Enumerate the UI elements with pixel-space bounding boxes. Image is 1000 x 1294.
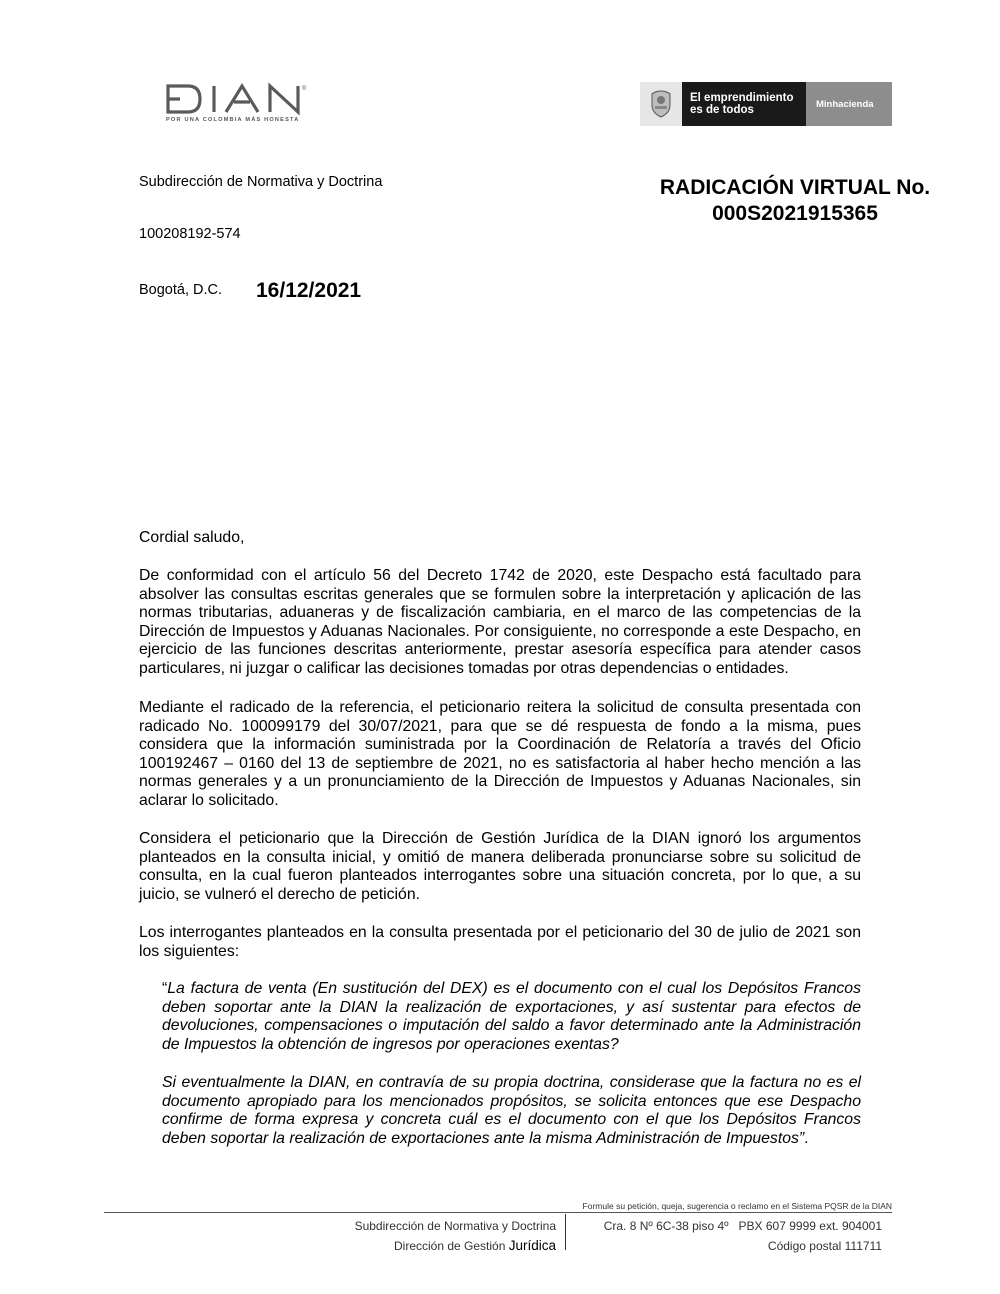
coat-of-arms-icon	[640, 82, 682, 126]
quote-close-mark: .	[804, 1129, 809, 1147]
subdirection-label: Subdirección de Normativa y Doctrina	[139, 174, 383, 190]
footer-postal-code: Código postal 111711	[767, 1239, 882, 1253]
quote-2-text: Si eventualmente la DIAN, en contravía de su propia doctrina, considerase que la factura no es el documento apropiado para los mencionados propósitos, se solicita entonces que ese Despacho confirme de forma expresa y concreta cuál es el documento con el que los Depósitos Francos deben soportar la realización de exportaciones ante la misma Administración de Impuestos”	[162, 1074, 861, 1147]
footer-divider	[104, 1212, 892, 1213]
radicacion-code: 000S2021915365	[712, 202, 878, 225]
dian-logo-mark	[166, 82, 326, 116]
svg-text:®: ®	[302, 86, 307, 92]
paragraph-competence: De conformidad con el artículo 56 del Decreto 1742 de 2020, este Despacho está facultado para absolver las consultas escritas generales que se formulen sobre la interpretación y aplicación de las normas tributarias, aduaneras y de fiscalización cambiaria, en el marco de las competencias de la Dirección de Impuestos y Aduanas Nacionales. Por consiguiente, no corresponde a este Despacho, en ejercicio de las funciones descritas anteriormente, prestar asesoría específica para atender casos particulares, ni juzgar o calificar las decisiones tomadas por otras dependencias o entidades.	[139, 567, 861, 677]
quoted-question-2	[162, 1074, 861, 1148]
reference-code: 100208192-574	[139, 226, 241, 242]
gov-slogan	[682, 82, 806, 126]
gov-slogan-line1: El emprendimiento	[690, 92, 794, 104]
radicacion-title: RADICACIÓN VIRTUAL No.	[659, 176, 931, 199]
footer-direction-emph: Jurídica	[508, 1238, 556, 1253]
paragraph-petitioner-claim: Considera el peticionario que la Dirección de Gestión Jurídica de la DIAN ignoró los argumentos planteados en la consulta inicial, y omitió de manera deliberada pronunciarse sobre su solicitud de consulta, en la cual fueron planteados interrogantes sobre una situación concreta, por lo que, a su juicio, se vulneró el derecho de petición.	[139, 830, 861, 903]
footer-direction	[250, 1236, 556, 1256]
place-label: Bogotá, D.C.	[139, 282, 223, 298]
paragraph-request: Mediante el radicado de la referencia, el peticionario reitera la solicitud de consulta presentada con radicado No. 100099179 del 30/07/2021, para que se dé respuesta de fondo a la misma, pues considera que la información suministrada por la Coordinación de Relatoría a través del Oficio 100192467 – 0160 del 13 de septiembre de 2021, no es satisfactoria al haber hecho mención a las normas generales y a un pronunciamiento de la Dirección de Impuestos y Aduanas Nacionales, sin aclarar lo solicitado.	[139, 699, 861, 809]
quote-open-mark: “	[162, 980, 168, 997]
pqsr-note: Formule su petición, queja, sugerencia o reclamo en el Sistema PQSR de la DIAN	[582, 1201, 892, 1211]
gov-slogan-line2: es de todos	[690, 104, 754, 116]
radicacion-number	[628, 175, 962, 227]
greeting: Cordial saludo,	[139, 529, 245, 546]
footer-vertical-divider	[565, 1214, 566, 1250]
footer-office	[250, 1216, 556, 1256]
footer-address: Cra. 8 Nº 6C-38 piso 4º PBX 607 9999 ext. 904001	[603, 1219, 882, 1233]
dian-logo	[166, 82, 326, 128]
footer-direction-prefix: Dirección de Gestión	[393, 1239, 509, 1253]
government-banner	[640, 82, 892, 126]
quoted-question-1	[162, 980, 861, 1054]
quote-1-text: La factura de venta (En sustitución del DEX) es el documento con el cual los Depósitos Francos deben soportar ante la DIAN la realización de exportaciones, y así sustentar para efectos de devoluciones, compensaciones o imputación del saldo a favor determinado ante la Administración de Impuestos la obtención de ingresos por operaciones exentas?	[162, 980, 861, 1053]
ministry-label: Minhacienda	[806, 82, 892, 126]
footer-contact	[572, 1216, 882, 1256]
letter-date: 16/12/2021	[256, 279, 362, 302]
footer-subdirection: Subdirección de Normativa y Doctrina	[354, 1219, 556, 1233]
paragraph-questions-intro: Los interrogantes planteados en la consulta presentada por el peticionario del 30 de julio de 2021 son los siguientes:	[139, 924, 861, 960]
dian-tagline: POR UNA COLOMBIA MÁS HONESTA	[166, 117, 300, 123]
